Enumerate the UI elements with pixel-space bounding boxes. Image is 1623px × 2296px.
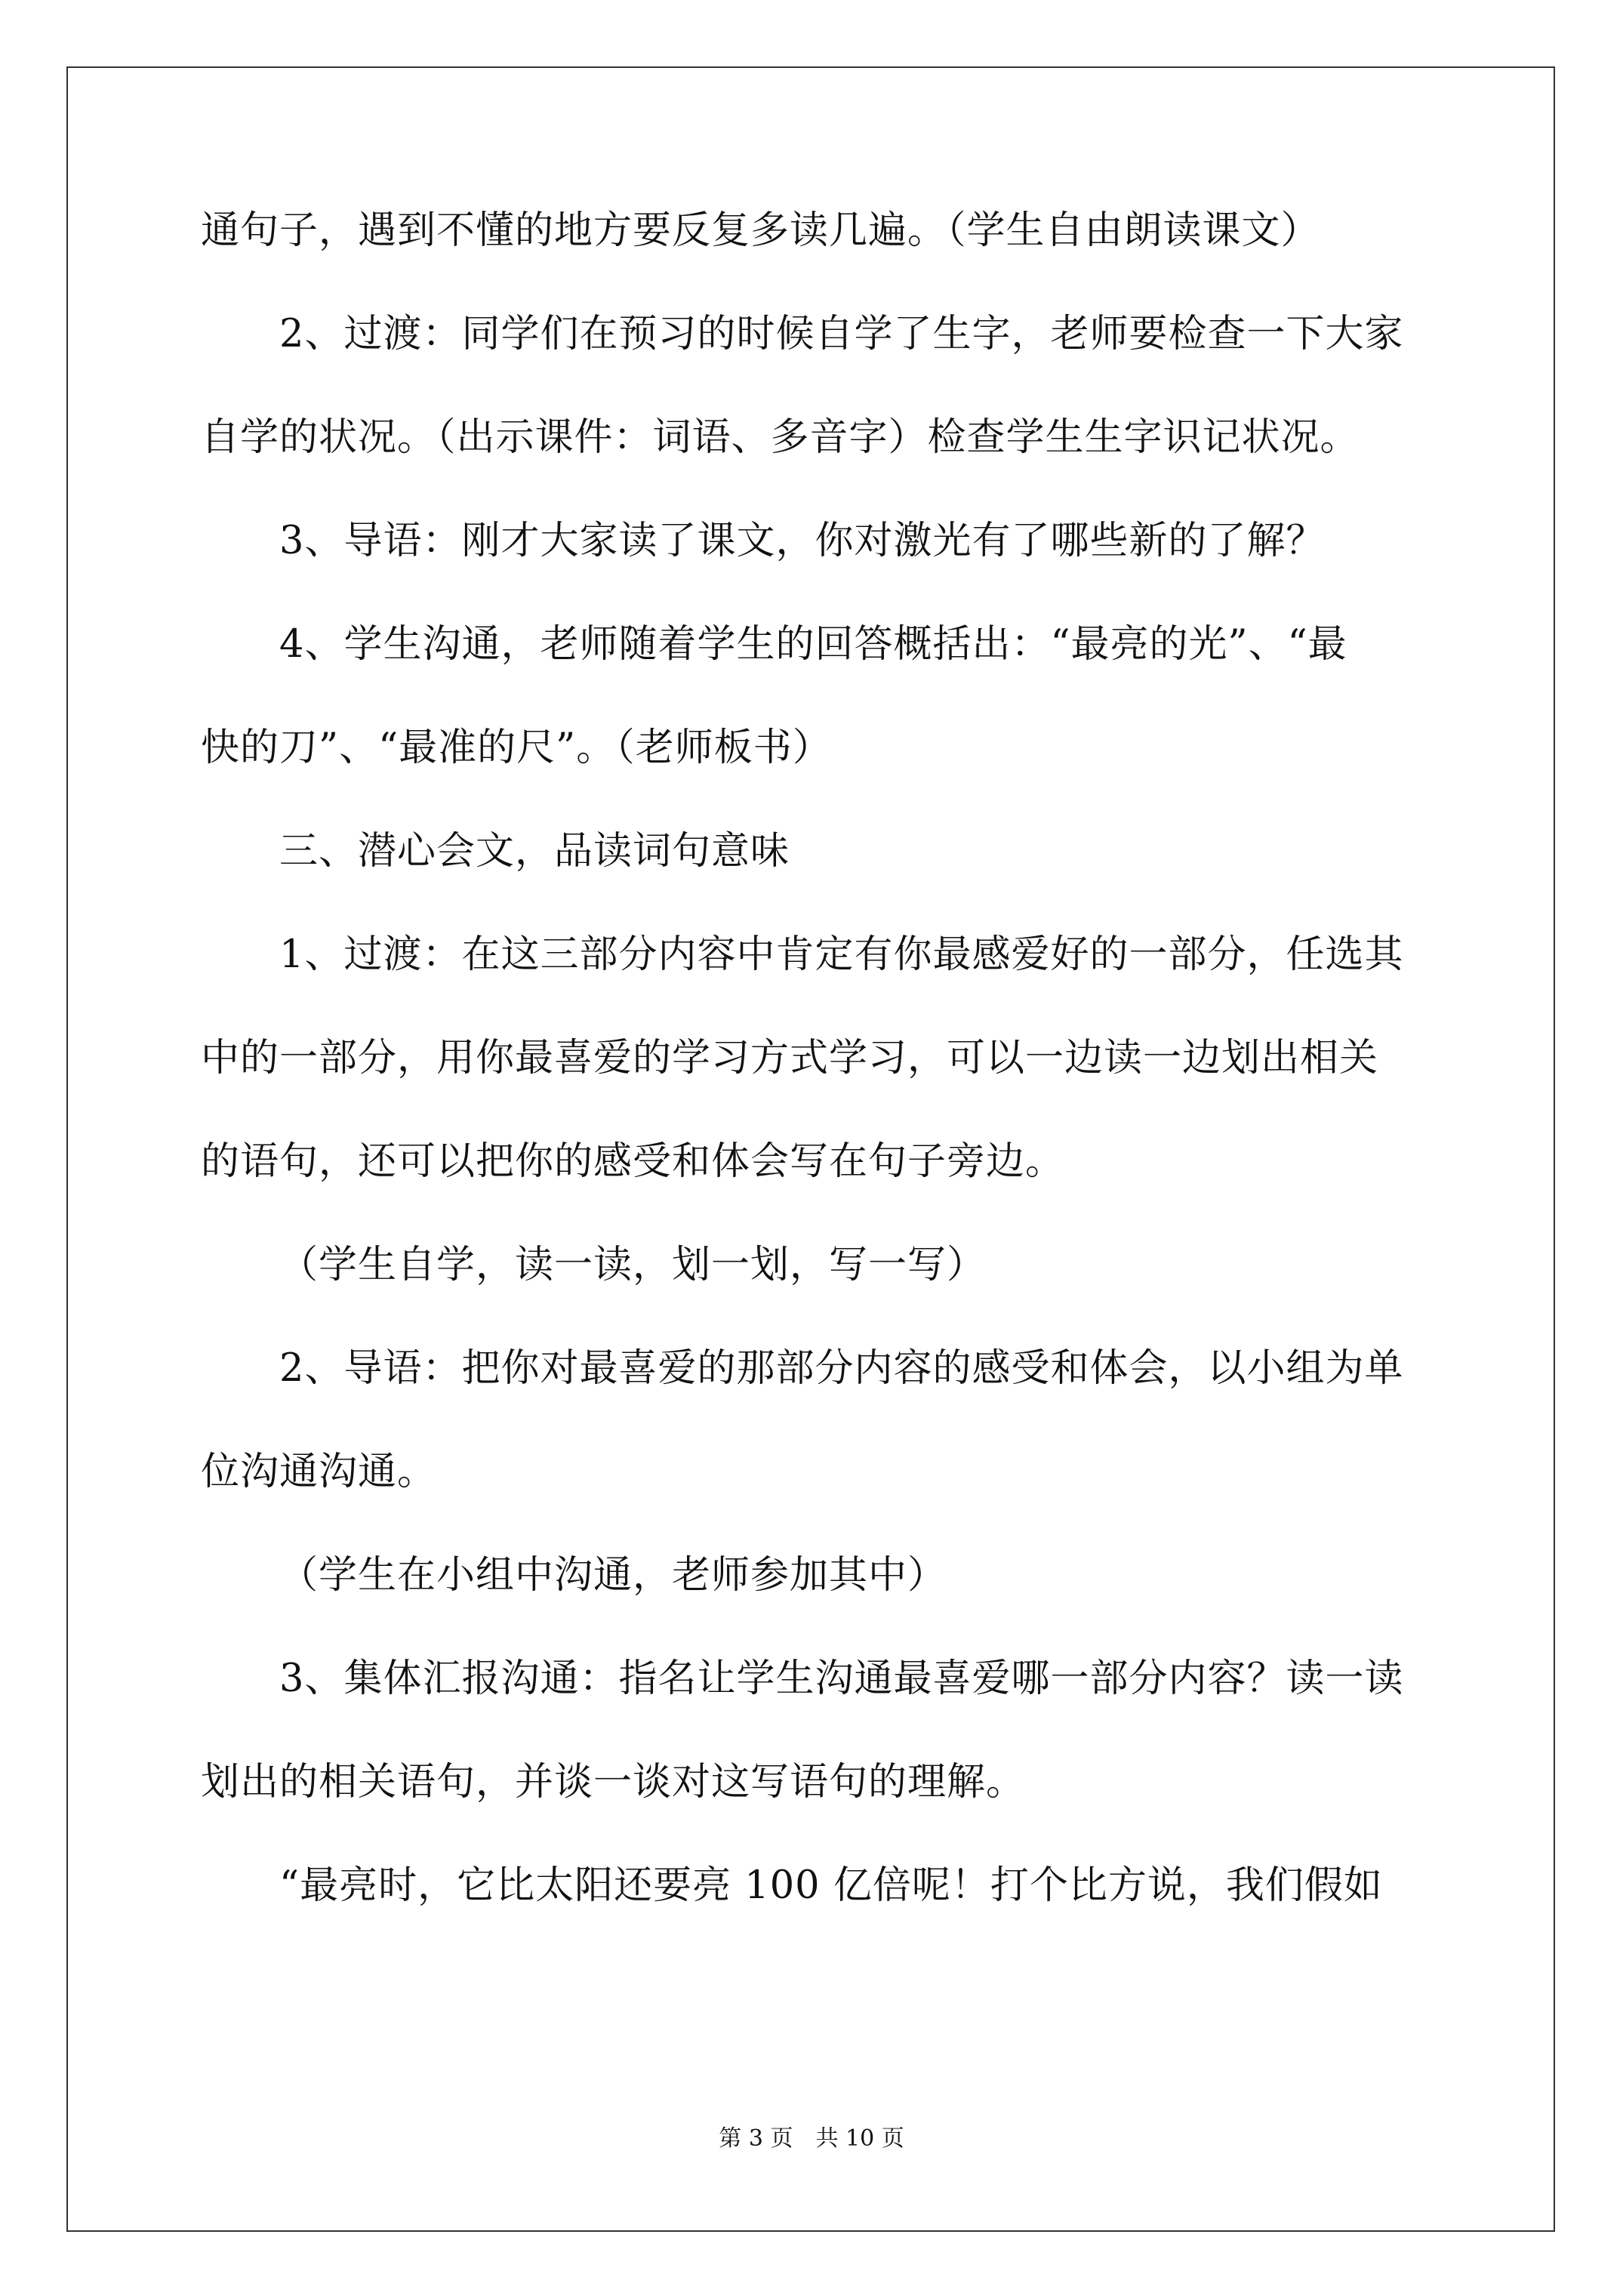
text-line: 3、集体汇报沟通：指名让学生沟通最喜爱哪一部分内容？读一读 <box>279 1657 1404 1701</box>
text-line: 位沟通沟通。 <box>201 1450 437 1494</box>
text-line: 划出的相关语句，并谈一谈对这写语句的理解。 <box>201 1760 1026 1804</box>
text-line: （学生在小组中沟通，老师参加其中） <box>279 1553 947 1598</box>
section-heading: 三、潜心会文，品读词句意味 <box>279 829 790 874</box>
text-line: 4、学生沟通，老师随着学生的回答概括出：“最亮的光”、“最 <box>279 622 1347 667</box>
text-line: 快的刀”、“最准的尺”。（老师板书） <box>201 726 832 770</box>
page-number-footer: 第 3 页 共 10 页 <box>719 2125 904 2152</box>
text-line: 通句子，遇到不懂的地方要反复多读几遍。（学生自由朗读课文） <box>201 208 1320 253</box>
text-line: 1、过渡：在这三部分内容中肯定有你最感爱好的一部分，任选其 <box>279 932 1404 977</box>
text-line: 的语句，还可以把你的感受和体会写在句子旁边。 <box>201 1139 1065 1184</box>
text-line: 2、导语：把你对最喜爱的那部分内容的感受和体会，以小组为单 <box>279 1346 1404 1391</box>
text-line: 2、过渡：同学们在预习的时候自学了生字，老师要检查一下大家 <box>279 312 1404 356</box>
text-line: “最亮时，它比太阳还要亮 100 亿倍呢！打个比方说，我们假如 <box>279 1863 1383 1908</box>
text-line: 3、导语：刚才大家读了课文，你对激光有了哪些新的了解？ <box>279 519 1326 563</box>
text-line: 中的一部分，用你最喜爱的学习方式学习，可以一边读一边划出相关 <box>201 1036 1379 1080</box>
text-line: 自学的状况。（出示课件：词语、多音字）检查学生生字识记状况。 <box>201 415 1360 460</box>
text-line: （学生自学，读一读，划一划，写一写） <box>279 1243 987 1287</box>
